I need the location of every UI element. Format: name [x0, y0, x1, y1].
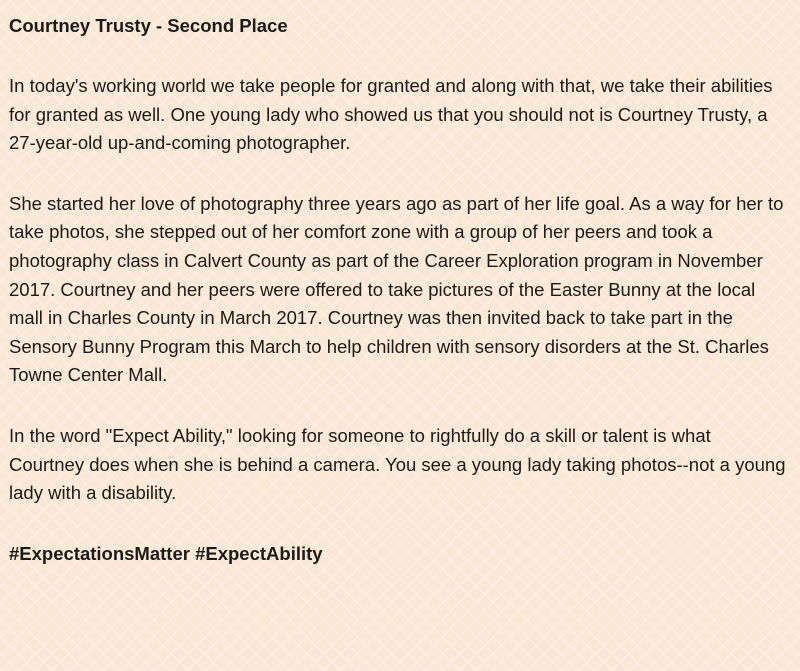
paragraph-background: She started her love of photography three years ago as part of her life goal. As a way for her to take photos, she stepped out of her comfort zone with a group of her peers and took a photography class in Calvert County as part of the Career Exploration program in November 2017. Courtney and her peers were offered to take pictures of the Easter Bunny at the local mall in Charles County in March 2017. Courtney was then invited back to take part in the Sensory Bunny Program this March to help children with sensory disorders at the St. Charles Towne Center Mall. — [9, 192, 784, 386]
document-title: Courtney Trusty - Second Place — [9, 15, 288, 36]
paragraph-expect-ability: In the word "Expect Ability," looking for someone to rightfully do a skill or talent is what Courtney does when she is behind a camera. You see a young lady taking photos--not a young lady with a disability. — [9, 424, 786, 504]
hashtags: #ExpectationsMatter #ExpectAbility — [9, 542, 323, 564]
paragraph-intro: In today's working world we take people for granted and along with that, we take their abilities for granted as well. One young lady who showed us that you should not is Courtney Trusty, a 27-year-old up-and-coming photographer. — [9, 75, 773, 154]
